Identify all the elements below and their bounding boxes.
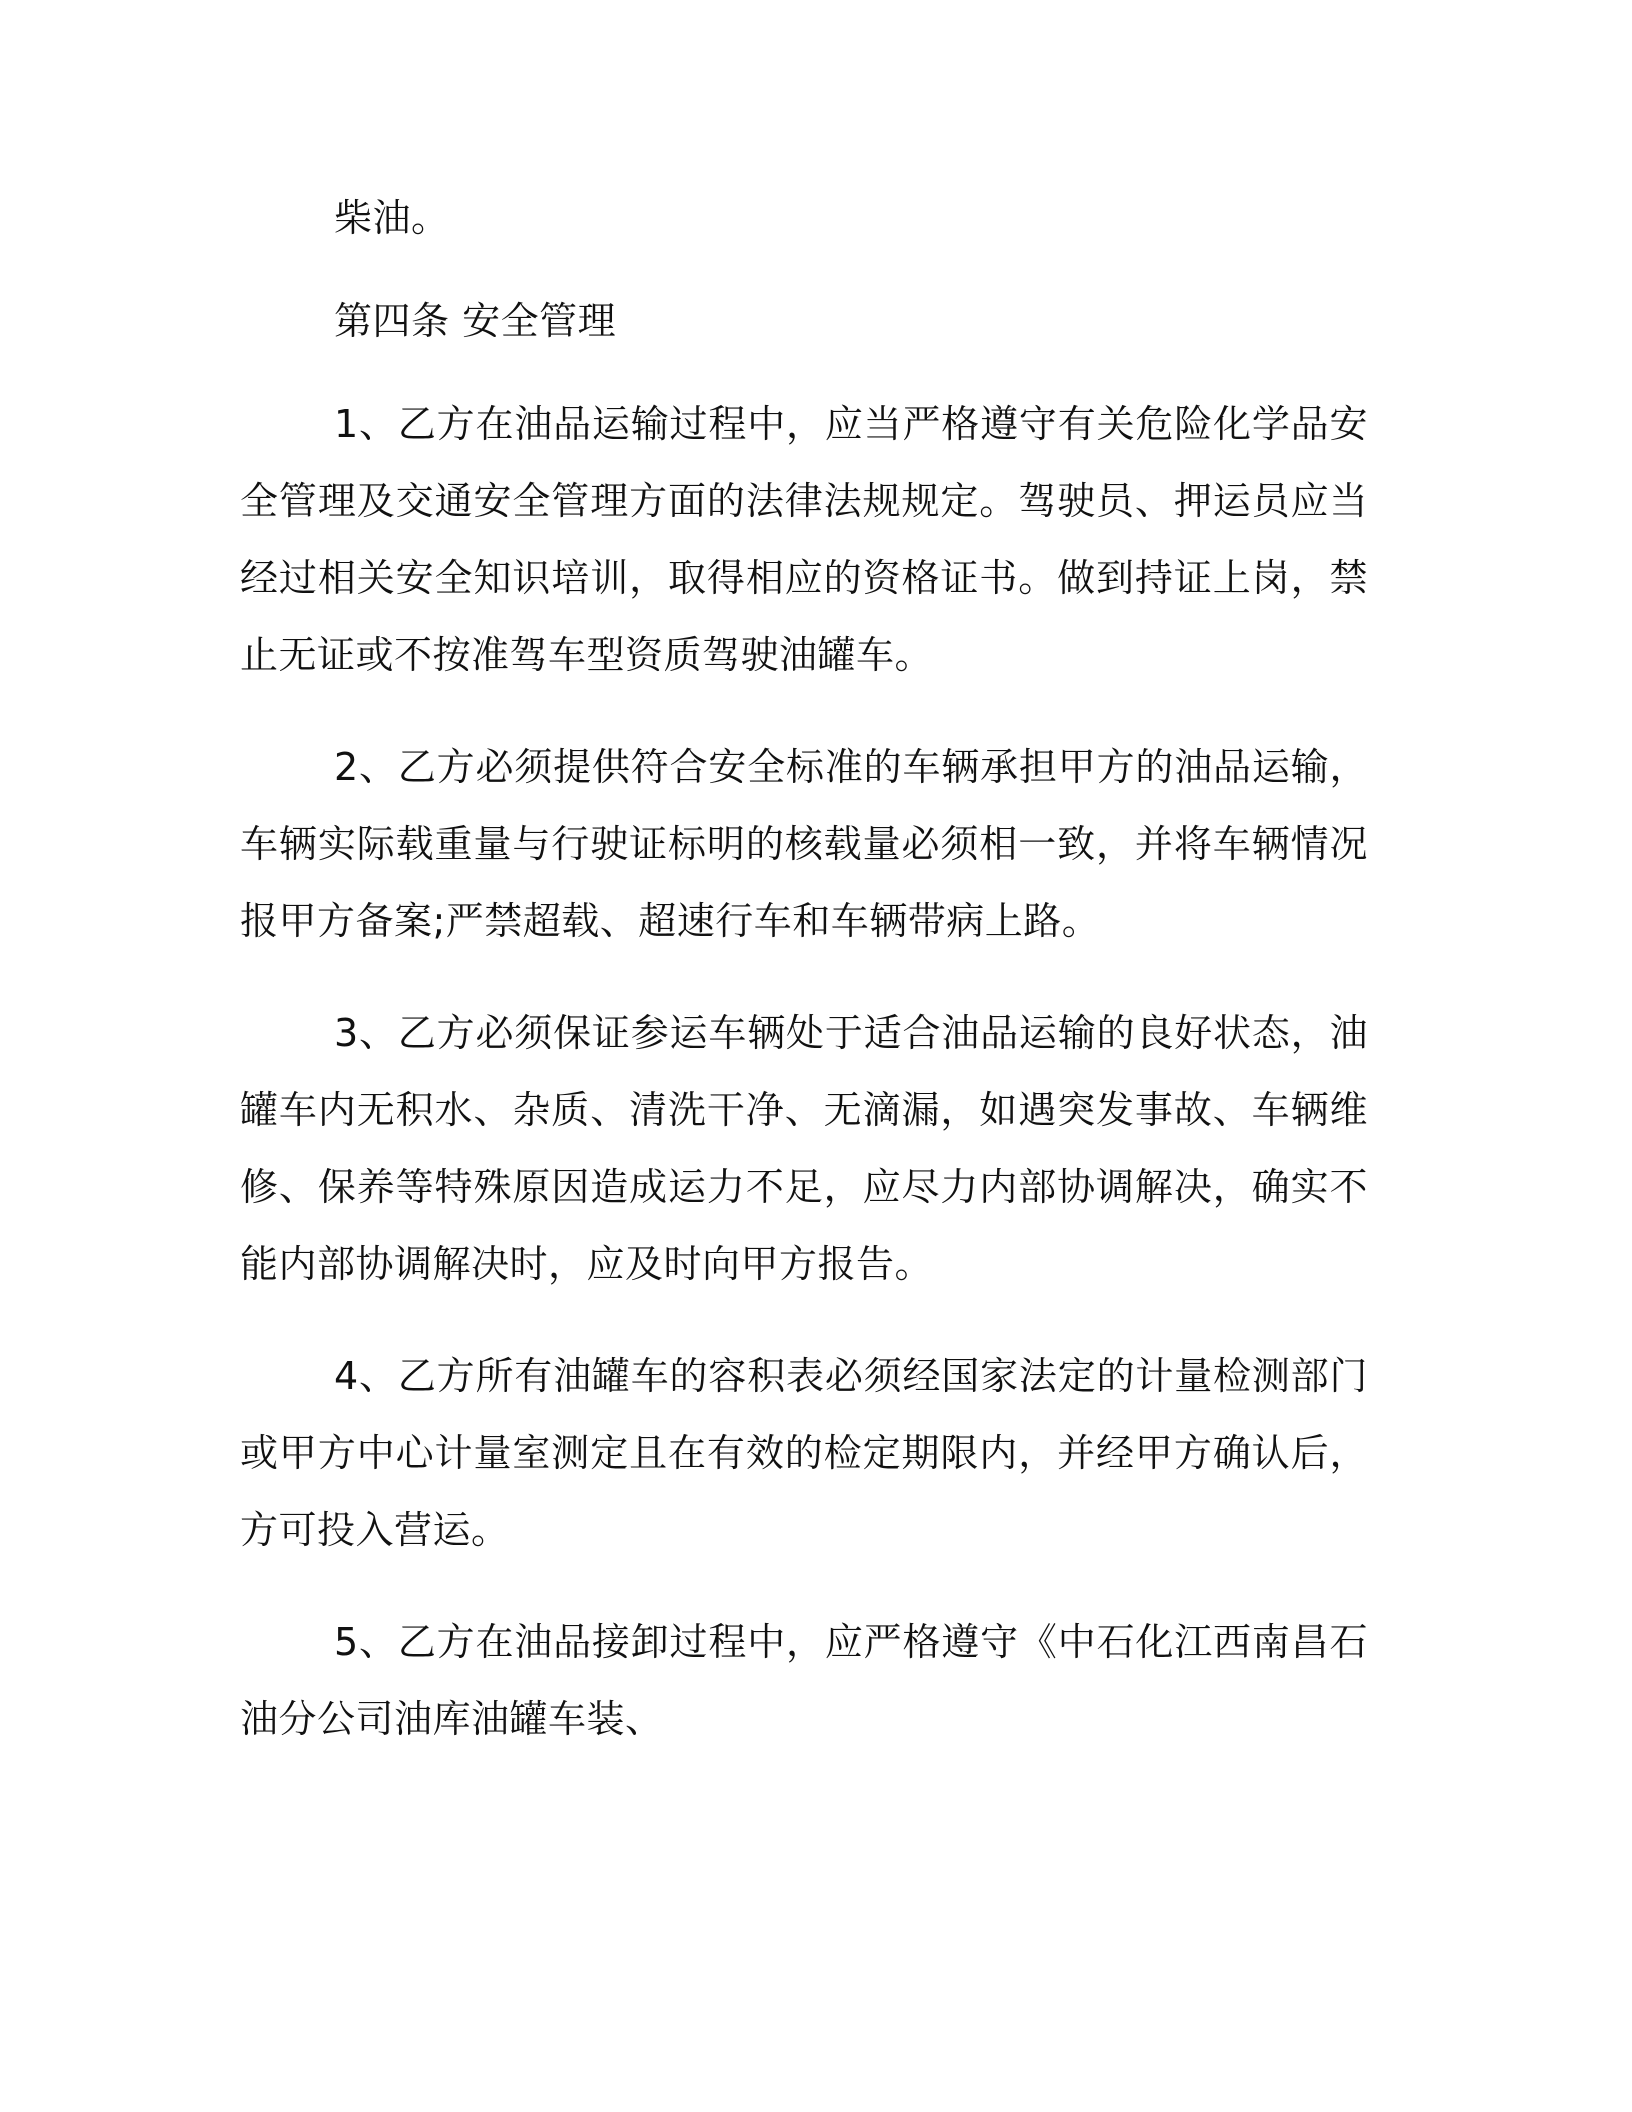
document-body: [240, 180, 1368, 1758]
section-heading: 第四条 安全管理: [334, 299, 617, 343]
paragraph-3: 3、乙方必须保证参运车辆处于适合油品运输的良好状态，油罐车内无积水、杂质、清洗干净、无滴漏，如遇突发事故、车辆维修、保养等特殊原因造成运力不足，应尽力内部协调解决，确实不能内部协调解决时，应及时向甲方报告。: [240, 1011, 1368, 1286]
paragraph-2: 2、乙方必须提供符合安全标准的车辆承担甲方的油品运输，车辆实际载重量与行驶证标明的核载量必须相一致，并将车辆情况报甲方备案;严禁超载、超速行车和车辆带病上路。: [240, 745, 1368, 943]
paragraph-5: 5、乙方在油品接卸过程中，应严格遵守《中石化江西南昌石油分公司油库油罐车装、: [240, 1620, 1368, 1741]
paragraph-4: 4、乙方所有油罐车的容积表必须经国家法定的计量检测部门或甲方中心计量室测定且在有效的检定期限内，并经甲方确认后，方可投入营运。: [240, 1354, 1368, 1552]
continuation-line: 柴油。: [334, 196, 450, 240]
paragraph-1: 1、乙方在油品运输过程中，应当严格遵守有关危险化学品安全管理及交通安全管理方面的法律法规规定。驾驶员、押运员应当经过相关安全知识培训，取得相应的资格证书。做到持证上岗，禁止无证或不按准驾车型资质驾驶油罐车。: [240, 402, 1368, 677]
